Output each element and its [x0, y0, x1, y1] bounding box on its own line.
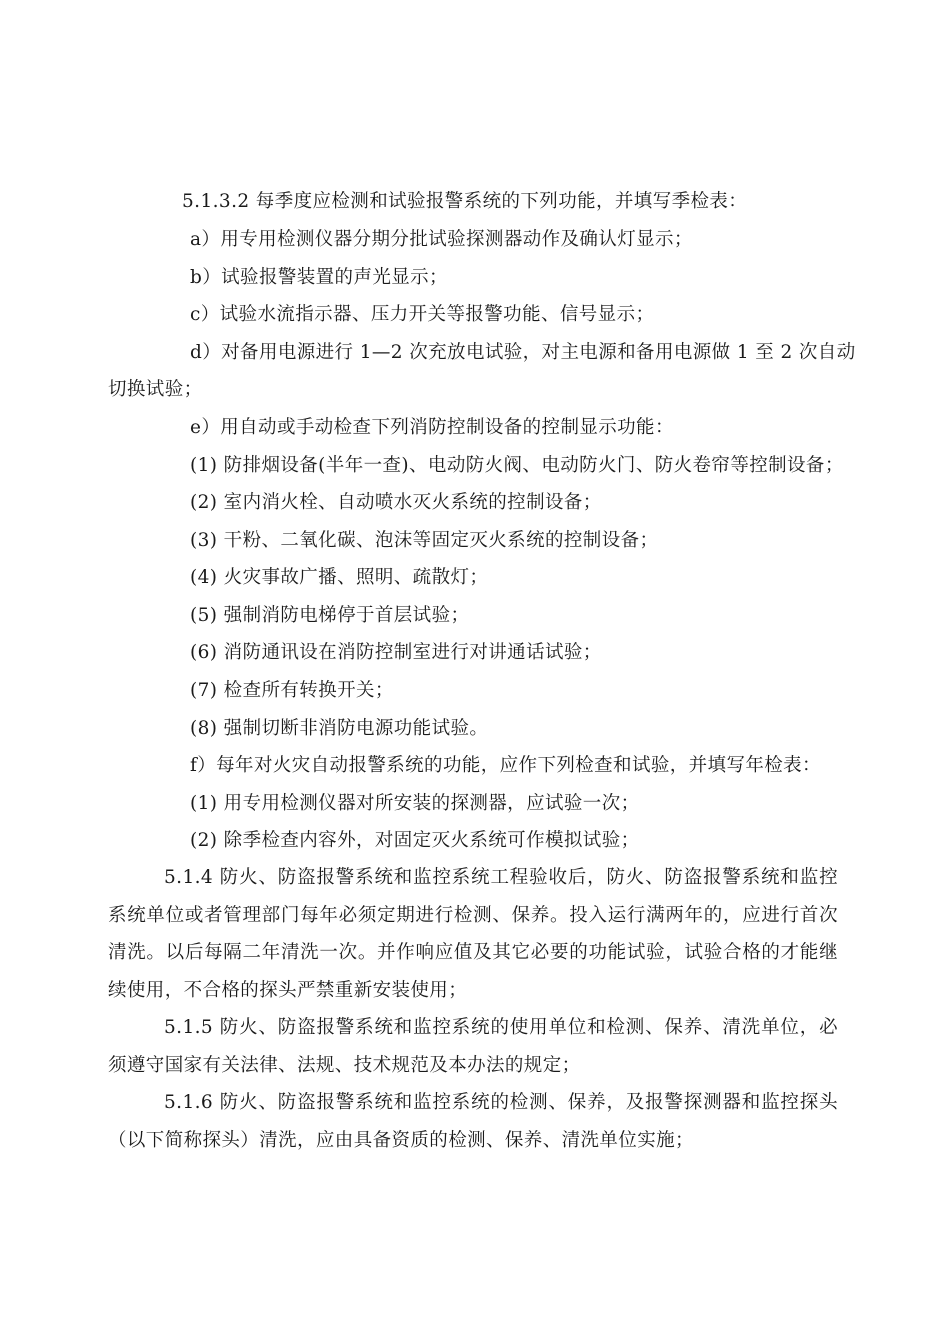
clause-5-1-4: 5.1.4 防火、防盗报警系统和监控系统工程验收后，防火、防盗报警系统和监控系统单位或者管理部门每年必须定期进行检测、保养。投入运行满两年的，应进行首次清洗。以后每隔二年清洗一次。并作响应值及其它必要的功能试验，试验合格的才能继续使用，不合格的探头严禁重新安装使用；: [108, 867, 838, 1001]
item-e-3: (3) 干粉、二氧化碳、泡沫等固定灭火系统的控制设备；: [190, 530, 659, 551]
item-d-line1: d）对备用电源进行 1—2 次充放电试验，对主电源和备用电源做 1 至 2 次自动: [190, 342, 856, 363]
item-e-2: (2) 室内消火栓、自动喷水灭火系统的控制设备；: [190, 492, 602, 513]
item-d-line2: 切换试验；: [108, 379, 203, 400]
item-c: c）试验水流指示器、压力开关等报警功能、信号显示；: [190, 304, 655, 325]
clause-5-1-3-2: 5.1.3.2 每季度应检测和试验报警系统的下列功能，并填写季检表：: [182, 191, 748, 212]
item-e-1: (1) 防排烟设备(半年一查)、电动防火阀、电动防火门、防火卷帘等控制设备；: [190, 455, 844, 476]
item-e: e）用自动或手动检查下列消防控制设备的控制显示功能：: [190, 417, 674, 438]
item-a: a）用专用检测仪器分期分批试验探测器动作及确认灯显示；: [190, 229, 693, 250]
clause-5-1-6: 5.1.6 防火、防盗报警系统和监控系统的检测、保养，及报警探测器和监控探头（以下简称探头）清洗，应由具备资质的检测、保养、清洗单位实施；: [108, 1092, 838, 1151]
item-b: b）试验报警装置的声光显示；: [190, 267, 448, 288]
item-e-6: (6) 消防通讯设在消防控制室进行对讲通话试验；: [190, 642, 602, 663]
item-e-7: (7) 检查所有转换开关；: [190, 680, 394, 701]
item-e-8: (8) 强制切断非消防电源功能试验。: [190, 718, 489, 739]
item-e-5: (5) 强制消防电梯停于首层试验；: [190, 605, 470, 626]
item-f: f）每年对火灾自动报警系统的功能，应作下列检查和试验，并填写年检表：: [190, 755, 821, 776]
item-e-4: (4) 火灾事故广播、照明、疏散灯；: [190, 567, 489, 588]
item-f-1: (1) 用专用检测仪器对所安装的探测器，应试验一次；: [190, 793, 640, 814]
item-f-2: (2) 除季检查内容外，对固定灭火系统可作模拟试验；: [190, 830, 640, 851]
clause-5-1-5: 5.1.5 防火、防盗报警系统和监控系统的使用单位和检测、保养、清洗单位，必须遵守国家有关法律、法规、技术规范及本办法的规定；: [108, 1017, 838, 1076]
